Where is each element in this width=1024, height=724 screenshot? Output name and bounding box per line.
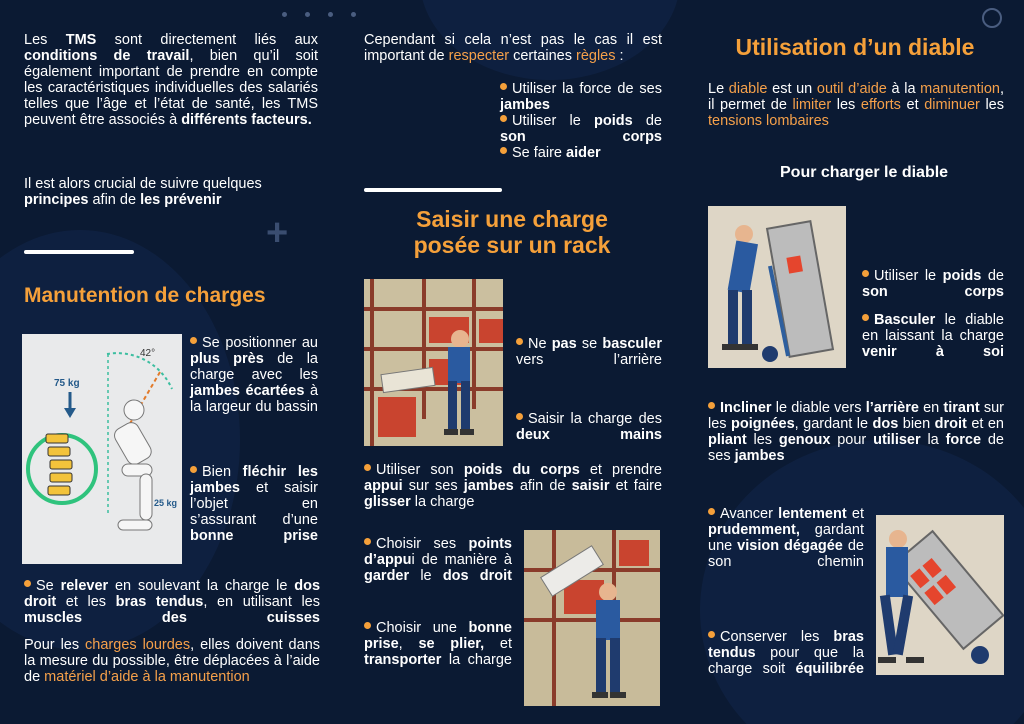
- hand-truck-moving-illustration: [876, 515, 1004, 675]
- bullet-dot: [708, 631, 715, 638]
- bullet-dot: [190, 466, 197, 473]
- bullet-flex-legs: Bien fléchir les jambes et saisir l’objet en s’assurant d’une bonne prise: [190, 464, 318, 544]
- bullet-good-grip: Choisir une bonne prise, se plier, et transporter la charge: [364, 620, 512, 668]
- rules-intro: Cependant si cela n’est pas le cas il est important de respecter certaines règles :: [364, 32, 662, 64]
- bullet-support-points: Choisir ses points d’appui de manière à garder le dos droit: [364, 536, 512, 584]
- weight-label-top: 75 kg: [54, 378, 80, 389]
- weight-label-bottom: 25 kg: [154, 498, 178, 508]
- section-heading-diable: Utilisation d’un diable: [735, 34, 975, 60]
- rule-item: Utiliser le poids de son corps: [500, 113, 662, 145]
- section-heading-manutention: Manutention de charges: [24, 284, 266, 307]
- bullet-two-hands: Saisir la charge des deux mains: [516, 411, 662, 443]
- bullet-dot: [500, 115, 507, 122]
- divider: [24, 250, 134, 254]
- bullet-dot: [364, 464, 371, 471]
- section-heading-rack: Saisir une charge posée sur un rack: [413, 206, 611, 258]
- bullet-dot: [24, 580, 31, 587]
- bullet-dot: [500, 147, 507, 154]
- bullet-position: Se positionner au plus près de la charge avec les jambes écartées à la largeur du bassin: [190, 335, 319, 415]
- rule-item: Utiliser la force de ses jambes: [500, 81, 662, 113]
- bullet-dot: [500, 83, 507, 90]
- angle-label: 42°: [140, 348, 156, 359]
- bullet-dot: [516, 413, 523, 420]
- bullet-dot: [364, 538, 371, 545]
- carrying-load-illustration: [524, 530, 660, 706]
- bullet-dot: [862, 270, 869, 277]
- rules-list: [500, 81, 662, 161]
- lifting-posture-diagram: [22, 334, 182, 564]
- diable-intro: Le diable est un outil d’aide à la manutention, il permet de limiter les efforts et diminuer les tensions lombaires: [708, 81, 1004, 129]
- bullet-advance: Avancer lentement et prudemment, gardant une vision dégagée de son chemin: [708, 506, 864, 570]
- hand-truck-loading-illustration: [708, 206, 846, 368]
- bullet-incline: Incliner le diable vers l’arrière en tirant sur les poignées, gardant le dos bien droit et en pliant les genoux pour utiliser la force de ses jambes: [708, 400, 1004, 464]
- bullet-body-weight: Utiliser son poids du corps et prendre appui sur ses jambes afin de saisir et faire glisser la charge: [364, 462, 663, 510]
- bullet-dot: [708, 508, 715, 515]
- bullet-dot: [862, 314, 869, 321]
- heavy-loads-paragraph: Pour les charges lourdes, elles doivent dans la mesure du possible, être déplacées à l’aide de matériel d’aide à la manutention: [24, 637, 321, 685]
- bullet-dot: [364, 622, 371, 629]
- prevention-paragraph: Il est alors crucial de suivre quelques principes afin de les prévenir: [24, 176, 262, 208]
- decorative-ring: [982, 8, 1002, 28]
- divider: [364, 188, 502, 192]
- intro-paragraph: Les TMS sont directement liés aux conditions de travail, bien qu’il soit également important de prendre en compte les caractéristiques individuelles des salariés telles que l’âge et l’état de santé, les TMS peuvent être associés à différents facteurs.: [24, 32, 319, 128]
- rule-item: Se faire aider: [500, 145, 662, 161]
- bullet-dot: [708, 402, 715, 409]
- bullet-use-weight: Utiliser le poids de son corps: [862, 268, 1004, 300]
- bullet-dot: [190, 337, 197, 344]
- decorative-plus-icon: +: [266, 212, 289, 254]
- rack-lifting-illustration: [364, 279, 503, 446]
- bullet-dot: [516, 338, 523, 345]
- bullet-no-lean: Ne pas se basculer vers l’arrière: [516, 336, 662, 368]
- bullet-arms-extended: Conserver les bras tendus pour que la charge soit équilibrée: [708, 629, 864, 677]
- bullet-raise: Se relever en soulevant la charge le dos droit et les bras tendus, en utilisant les muscles des cuisses: [24, 578, 321, 626]
- decorative-dots: [282, 12, 356, 17]
- bullet-tilt: Basculer le diable en laissant la charge venir à soi: [862, 312, 1004, 360]
- subheading-charger: Pour charger le diable: [780, 164, 949, 181]
